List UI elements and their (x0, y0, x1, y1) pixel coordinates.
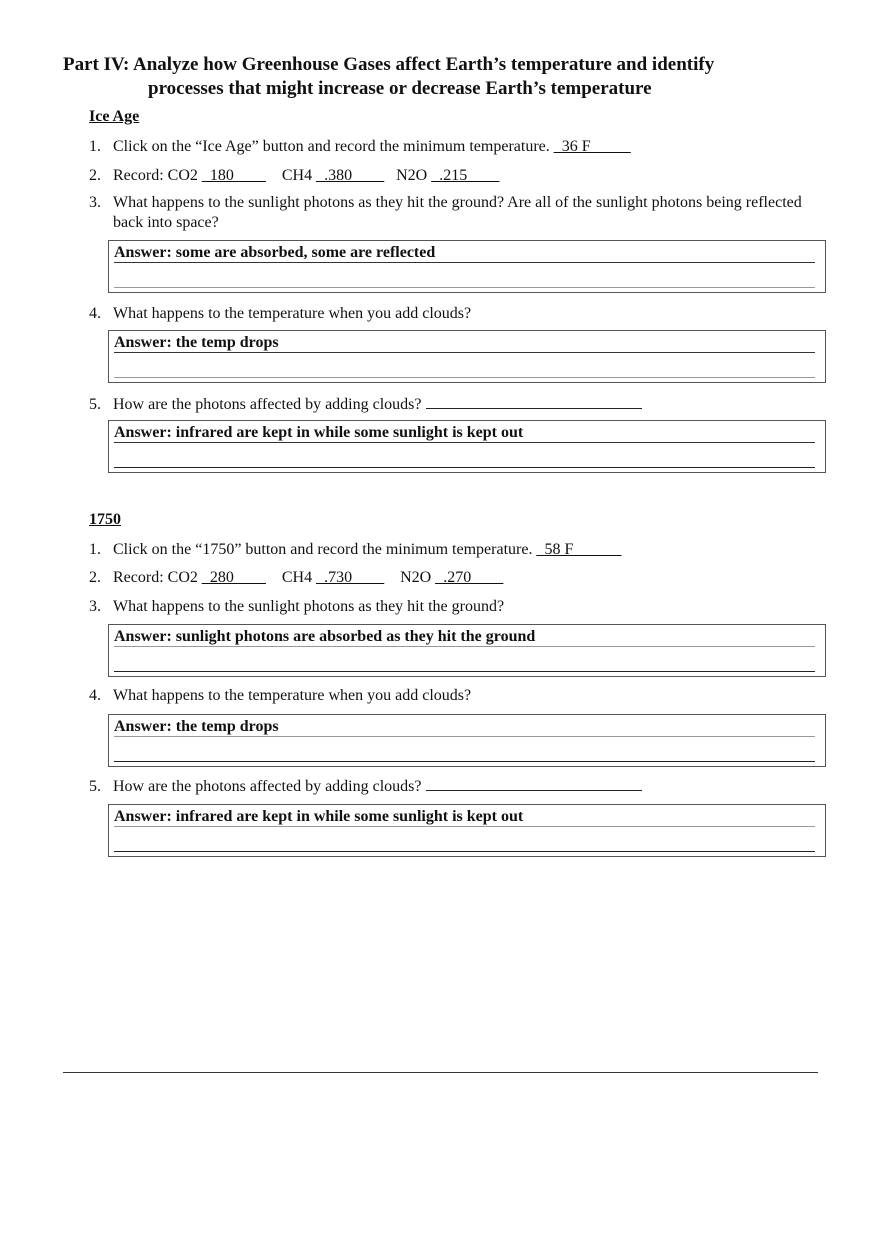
ice-age-min-temp-answer: _36 F_____ (553, 138, 631, 155)
ice-age-answer-box-4 (108, 330, 826, 383)
answer-text: Answer: some are absorbed, some are reflected (114, 244, 815, 263)
ice-age-question-4: 4. What happens to the temperature when you add clouds? (89, 305, 472, 322)
y1750-answer-box-3 (108, 624, 826, 677)
ice-age-answer-box-5 (108, 420, 826, 473)
y1750-question-3: 3. What happens to the sunlight photons as they hit the ground? (89, 598, 505, 615)
ice-age-question-5: 5. How are the photons affected by adding clouds? (89, 394, 809, 415)
y1750-co2-value: _280____ (201, 569, 266, 586)
ice-age-ch4-value: _.380____ (316, 167, 385, 184)
y1750-question-2: 2. Record: CO2 _280____ CH4 _.730____ N2O _.270____ (89, 569, 504, 586)
y1750-answer-box-4 (108, 714, 826, 767)
answer-text: Answer: infrared are kept in while some sunlight is kept out (114, 808, 815, 827)
answer-text: Answer: infrared are kept in while some sunlight is kept out (114, 424, 815, 443)
ice-age-co2-value: _180____ (201, 167, 266, 184)
answer-text: Answer: the temp drops (114, 334, 815, 353)
section-heading-1750: 1750 (89, 511, 121, 528)
y1750-min-temp-answer: _58 F______ (536, 541, 622, 558)
title-line-2: processes that might increase or decrease Earth’s temperature (148, 78, 652, 99)
title-line-1: Part IV: Analyze how Greenhouse Gases affect Earth’s temperature and identify (63, 54, 715, 75)
ice-age-question-2: 2. Record: CO2 _180____ CH4 _.380____ N2O _.215____ (89, 167, 500, 184)
y1750-n2o-value: _.270____ (435, 569, 504, 586)
y1750-question-1: 1. Click on the “1750” button and record the minimum temperature. _58 F______ (89, 541, 622, 558)
answer-text: Answer: sunlight photons are absorbed as they hit the ground (114, 628, 815, 647)
blank-line (426, 776, 642, 791)
answer-text: Answer: the temp drops (114, 718, 815, 737)
y1750-ch4-value: _.730____ (316, 569, 385, 586)
y1750-question-4: 4. What happens to the temperature when you add clouds? (89, 687, 472, 704)
y1750-answer-box-5 (108, 804, 826, 857)
blank-line (426, 394, 642, 409)
footer-divider (63, 1072, 818, 1073)
ice-age-answer-box-3 (108, 240, 826, 293)
y1750-question-5: 5. How are the photons affected by adding clouds? (89, 776, 809, 797)
ice-age-question-3: 3. What happens to the sunlight photons as they hit the ground? Are all of the sunlight photons being reflected back into space? (89, 194, 802, 231)
ice-age-n2o-value: _.215____ (431, 167, 500, 184)
ice-age-question-1: 1. Click on the “Ice Age” button and record the minimum temperature. _36 F_____ (89, 138, 631, 155)
section-heading-ice-age: Ice Age (89, 108, 140, 125)
page-title (63, 53, 714, 101)
